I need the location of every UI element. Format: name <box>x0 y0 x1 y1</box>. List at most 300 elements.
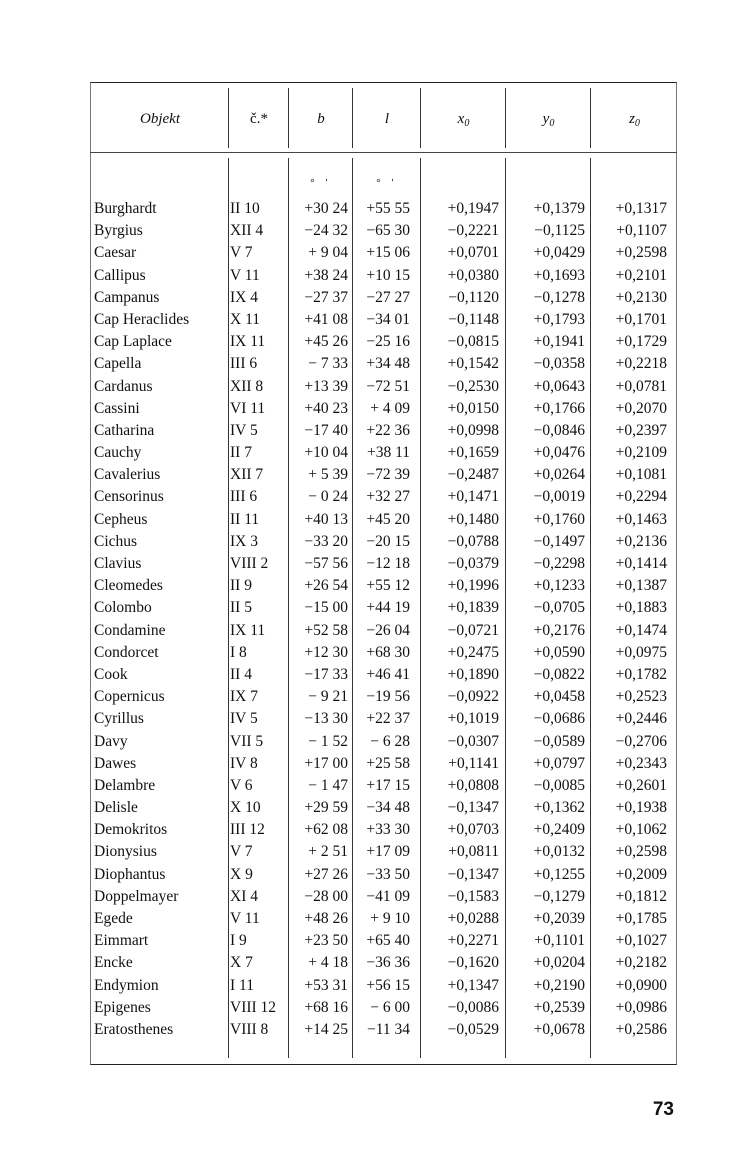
cell-l: +44 19 <box>366 599 410 617</box>
cell-object: Diophantus <box>94 865 166 883</box>
cell-l: +15 06 <box>366 244 410 262</box>
cell-object: Eratosthenes <box>94 1020 174 1038</box>
cell-x0: −0,2221 <box>447 222 499 240</box>
cell-y0: −0,1278 <box>533 288 585 306</box>
cell-object: Davy <box>94 732 128 750</box>
cell-x0: +0,2271 <box>447 932 499 950</box>
table-row <box>90 864 677 886</box>
cell-b: + 9 04 <box>308 244 348 262</box>
cell-number: XII 8 <box>230 377 264 395</box>
cell-l: −25 16 <box>366 333 410 351</box>
cell-object: Eimmart <box>94 932 149 950</box>
cell-number: II 4 <box>230 665 252 683</box>
cell-l: +32 27 <box>366 488 410 506</box>
cell-z0: +0,1317 <box>615 200 667 217</box>
table-row <box>90 376 677 398</box>
cell-z0: +0,2601 <box>615 776 667 794</box>
cell-number: IX 11 <box>230 333 266 351</box>
cell-b: −24 32 <box>304 222 348 240</box>
cell-number: III 6 <box>230 488 258 506</box>
table-row <box>90 198 677 220</box>
cell-z0: +0,1027 <box>615 932 667 950</box>
table-row <box>90 620 677 642</box>
cell-x0: −0,0529 <box>447 1020 499 1038</box>
cell-object: Condamine <box>94 621 166 639</box>
cell-number: V 11 <box>230 910 260 927</box>
table-row <box>90 509 677 531</box>
cell-object: Cassini <box>94 399 140 417</box>
table-row <box>90 242 677 264</box>
table-row <box>90 287 677 309</box>
cell-z0: +0,1414 <box>615 555 667 572</box>
cell-x0: +0,1542 <box>447 355 499 373</box>
table-row <box>90 220 677 242</box>
cell-y0: −0,0358 <box>533 355 585 373</box>
cell-y0: +0,0204 <box>533 954 585 972</box>
cell-object: Cyrillus <box>94 710 144 728</box>
cell-l: −20 15 <box>366 532 410 550</box>
cell-z0: +0,0975 <box>615 643 667 661</box>
cell-object: Doppelmayer <box>94 887 179 905</box>
cell-z0: +0,1081 <box>615 466 667 484</box>
header-rule <box>228 88 229 148</box>
cell-object: Cardanus <box>94 377 153 395</box>
cell-x0: −0,1148 <box>448 310 499 328</box>
cell-b: −57 56 <box>304 555 348 572</box>
cell-l: −41 09 <box>366 887 410 905</box>
cell-number: II 10 <box>230 200 260 217</box>
header-number: č.* <box>250 111 268 127</box>
cell-y0: +0,0643 <box>533 377 585 395</box>
cell-b: +13 39 <box>304 377 348 395</box>
cell-l: +55 12 <box>366 577 410 595</box>
cell-l: −34 48 <box>366 799 410 817</box>
cell-x0: +0,0811 <box>448 843 499 861</box>
cell-y0: +0,2039 <box>533 910 585 927</box>
cell-l: +34 48 <box>366 355 410 373</box>
header-y0 <box>507 106 590 132</box>
cell-x0: +0,0380 <box>447 266 499 284</box>
cell-object: Capella <box>94 355 142 373</box>
units-l: ° ′ <box>376 177 398 189</box>
cell-z0: +0,1938 <box>615 799 667 817</box>
cell-y0: −0,0019 <box>533 488 585 506</box>
header-rule <box>352 88 353 148</box>
cell-b: +62 08 <box>304 821 348 839</box>
cell-b: − 9 21 <box>308 688 348 706</box>
cell-object: Campanus <box>94 288 160 306</box>
cell-x0: +0,1890 <box>447 665 499 683</box>
header-rule <box>288 88 289 148</box>
cell-b: − 7 33 <box>308 355 348 373</box>
cell-l: + 4 09 <box>370 399 410 417</box>
table-row <box>90 886 677 908</box>
cell-y0: +0,1941 <box>533 333 585 351</box>
cell-y0: −0,0589 <box>533 732 585 750</box>
cell-b: −17 40 <box>304 421 348 439</box>
cell-l: −72 51 <box>366 377 410 395</box>
cell-y0: +0,0590 <box>533 643 585 661</box>
table-row <box>90 442 677 464</box>
cell-z0: +0,2598 <box>615 843 667 861</box>
cell-object: Cauchy <box>94 444 142 462</box>
cell-z0: +0,0781 <box>615 377 667 395</box>
cell-b: +27 26 <box>304 865 348 883</box>
header-z0 <box>592 106 677 132</box>
cell-b: −27 37 <box>304 288 348 306</box>
table-row <box>90 353 677 375</box>
cell-z0: +0,2523 <box>615 688 667 706</box>
table-row <box>90 331 677 353</box>
table-row <box>90 952 677 974</box>
cell-z0: +0,1812 <box>615 887 667 905</box>
cell-number: II 5 <box>230 599 252 617</box>
cell-b: +17 00 <box>304 754 348 772</box>
cell-number: IX 11 <box>230 621 266 639</box>
cell-z0: +0,0900 <box>615 976 667 994</box>
cell-b: +26 54 <box>304 577 348 595</box>
header-y0-var: y <box>542 111 550 127</box>
cell-number: VIII 8 <box>230 1020 269 1038</box>
header-rule <box>590 88 591 148</box>
cell-z0: +0,2294 <box>615 488 667 506</box>
cell-l: +45 20 <box>366 510 410 528</box>
cell-number: XI 4 <box>230 887 258 905</box>
table-row <box>90 464 677 486</box>
cell-b: +52 58 <box>304 621 348 639</box>
table-row <box>90 531 677 553</box>
cell-b: +41 08 <box>304 310 348 328</box>
cell-number: IV 8 <box>230 754 258 772</box>
cell-y0: −0,1279 <box>533 887 585 905</box>
table-row <box>90 797 677 819</box>
table-row <box>90 1019 677 1041</box>
cell-l: +55 55 <box>366 200 410 217</box>
cell-b: +29 59 <box>304 799 348 817</box>
header-x0-sub: 0 <box>464 118 470 129</box>
cell-object: Cavalerius <box>94 466 161 484</box>
cell-l: −33 50 <box>366 865 410 883</box>
cell-y0: +0,1255 <box>533 865 585 883</box>
cell-number: III 12 <box>230 821 265 839</box>
cell-l: +65 40 <box>366 932 410 950</box>
table-row <box>90 997 677 1019</box>
cell-z0: +0,1463 <box>615 510 667 528</box>
cell-number: IV 5 <box>230 710 258 728</box>
cell-x0: −0,0788 <box>447 532 499 550</box>
cell-z0: +0,1883 <box>615 599 667 617</box>
cell-y0: +0,2176 <box>533 621 585 639</box>
cell-y0: −0,0686 <box>533 710 585 728</box>
cell-y0: +0,0476 <box>533 444 585 462</box>
cell-object: Delambre <box>94 776 156 794</box>
cell-x0: +0,1947 <box>447 200 499 217</box>
cell-object: Encke <box>94 954 133 972</box>
cell-x0: −0,1120 <box>448 288 499 306</box>
cell-x0: −0,2530 <box>447 377 499 395</box>
cell-b: +45 26 <box>304 333 348 351</box>
cell-x0: +0,0998 <box>447 421 499 439</box>
cell-object: Caesar <box>94 244 137 262</box>
header-rule <box>420 88 421 148</box>
cell-number: I 8 <box>230 643 247 661</box>
cell-number: VI 11 <box>230 399 266 417</box>
table-row <box>90 775 677 797</box>
cell-x0: −0,0307 <box>447 732 499 750</box>
header-z0-var: z <box>629 111 635 127</box>
cell-l: −26 04 <box>366 621 410 639</box>
cell-l: − 6 00 <box>370 998 410 1016</box>
table-row <box>90 597 677 619</box>
table-row <box>90 575 677 597</box>
cell-b: − 0 24 <box>308 488 348 506</box>
cell-l: −11 34 <box>366 1020 410 1038</box>
table-row <box>90 642 677 664</box>
cell-number: X 10 <box>230 799 261 817</box>
cell-x0: +0,1839 <box>447 599 499 617</box>
cell-x0: −0,0086 <box>447 998 499 1016</box>
cell-y0: −0,2298 <box>533 555 585 572</box>
cell-l: +22 36 <box>366 421 410 439</box>
cell-b: − 1 52 <box>308 732 348 750</box>
cell-number: II 7 <box>230 444 252 462</box>
cell-b: −15 00 <box>304 599 348 617</box>
cell-number: V 6 <box>230 776 253 794</box>
cell-z0: +0,1387 <box>615 577 667 595</box>
table-row <box>90 309 677 331</box>
cell-b: +40 23 <box>304 399 348 417</box>
cell-x0: −0,0815 <box>447 333 499 351</box>
cell-z0: +0,2009 <box>615 865 667 883</box>
cell-z0: +0,2136 <box>615 532 667 550</box>
cell-object: Catharina <box>94 421 155 439</box>
cell-object: Egede <box>94 910 133 927</box>
cell-number: VII 5 <box>230 732 264 750</box>
cell-z0: +0,2130 <box>615 288 667 306</box>
cell-object: Cap Laplace <box>94 333 172 351</box>
cell-number: XII 4 <box>230 222 264 240</box>
cell-object: Clavius <box>94 555 142 572</box>
cell-y0: +0,2190 <box>533 976 585 994</box>
cell-b: +30 24 <box>304 200 348 217</box>
cell-y0: −0,1125 <box>534 222 585 240</box>
cell-l: +46 41 <box>366 665 410 683</box>
cell-z0: +0,2598 <box>615 244 667 262</box>
cell-x0: +0,2475 <box>447 643 499 661</box>
header-x0 <box>422 106 505 132</box>
table-row <box>90 753 677 775</box>
cell-z0: +0,1782 <box>615 665 667 683</box>
cell-b: +68 16 <box>304 998 348 1016</box>
units-b: ° ′ <box>310 177 332 189</box>
cell-y0: +0,1766 <box>533 399 585 417</box>
cell-y0: +0,0678 <box>533 1020 585 1038</box>
header-object: Objekt <box>140 111 180 127</box>
cell-z0: +0,2070 <box>615 399 667 417</box>
cell-x0: −0,1583 <box>447 887 499 905</box>
cell-object: Epigenes <box>94 998 151 1016</box>
cell-z0: −0,2706 <box>615 732 667 750</box>
cell-z0: +0,1729 <box>615 333 667 351</box>
cell-b: −33 20 <box>304 532 348 550</box>
cell-z0: +0,0986 <box>615 998 667 1016</box>
cell-number: II 11 <box>230 510 260 528</box>
cell-object: Endymion <box>94 976 159 994</box>
cell-l: −12 18 <box>366 555 410 572</box>
cell-b: −28 00 <box>304 887 348 905</box>
cell-object: Callipus <box>94 266 146 284</box>
cell-y0: +0,0797 <box>533 754 585 772</box>
cell-b: −13 30 <box>304 710 348 728</box>
table-row <box>90 686 677 708</box>
cell-object: Delisle <box>94 799 138 817</box>
cell-x0: −0,0922 <box>447 688 499 706</box>
cell-z0: +0,2182 <box>615 954 667 972</box>
cell-x0: +0,1141 <box>448 754 499 772</box>
cell-b: +53 31 <box>304 976 348 994</box>
cell-number: V 7 <box>230 244 253 262</box>
cell-b: + 5 39 <box>308 466 348 484</box>
cell-b: +10 04 <box>304 444 348 462</box>
cell-x0: +0,1480 <box>447 510 499 528</box>
cell-l: −36 36 <box>366 954 410 972</box>
cell-l: +10 15 <box>366 266 410 284</box>
cell-y0: +0,0429 <box>533 244 585 262</box>
cell-object: Dawes <box>94 754 137 772</box>
cell-z0: +0,2586 <box>615 1020 667 1038</box>
cell-b: − 1 47 <box>308 776 348 794</box>
cell-number: III 6 <box>230 355 258 373</box>
cell-object: Cepheus <box>94 510 148 528</box>
cell-x0: +0,1347 <box>447 976 499 994</box>
cell-y0: +0,1362 <box>533 799 585 817</box>
cell-x0: −0,1620 <box>447 954 499 972</box>
cell-z0: +0,1107 <box>616 222 667 240</box>
cell-l: +38 11 <box>366 444 410 462</box>
cell-l: +17 15 <box>366 776 410 794</box>
cell-object: Cleomedes <box>94 577 163 595</box>
cell-number: X 11 <box>230 310 260 328</box>
table-row <box>90 908 677 930</box>
header-rule <box>505 88 506 148</box>
header-separator <box>90 152 677 153</box>
cell-b: −17 33 <box>304 665 348 683</box>
cell-b: + 4 18 <box>308 954 348 972</box>
table-row <box>90 420 677 442</box>
cell-y0: +0,2539 <box>533 998 585 1016</box>
cell-y0: +0,1101 <box>534 932 585 950</box>
cell-x0: −0,0721 <box>447 621 499 639</box>
cell-object: Dionysius <box>94 843 157 861</box>
cell-l: + 9 10 <box>370 910 410 927</box>
cell-l: −34 01 <box>366 310 410 328</box>
table-row <box>90 708 677 730</box>
header-z0-sub: 0 <box>634 118 640 129</box>
table-row <box>90 930 677 952</box>
cell-y0: +0,1760 <box>533 510 585 528</box>
cell-l: −19 56 <box>366 688 410 706</box>
cell-x0: +0,0808 <box>447 776 499 794</box>
cell-z0: +0,2343 <box>615 754 667 772</box>
table-row <box>90 664 677 686</box>
cell-x0: −0,2487 <box>447 466 499 484</box>
cell-object: Colombo <box>94 599 152 617</box>
cell-number: II 9 <box>230 577 252 595</box>
cell-object: Censorinus <box>94 488 164 506</box>
cell-number: IX 7 <box>230 688 258 706</box>
cell-l: +68 30 <box>366 643 410 661</box>
cell-z0: +0,2101 <box>615 266 667 284</box>
page-number: 73 <box>652 1099 674 1120</box>
cell-number: I 11 <box>230 976 254 994</box>
cell-z0: +0,2446 <box>615 710 667 728</box>
cell-b: +23 50 <box>304 932 348 950</box>
cell-number: I 9 <box>230 932 247 950</box>
cell-x0: −0,1347 <box>447 865 499 883</box>
cell-b: +38 24 <box>304 266 348 284</box>
cell-l: +56 15 <box>366 976 410 994</box>
table-row <box>90 841 677 863</box>
cell-z0: +0,2397 <box>615 421 667 439</box>
table-body <box>90 198 677 1041</box>
table-row <box>90 553 677 575</box>
cell-object: Copernicus <box>94 688 165 706</box>
cell-z0: +0,2218 <box>615 355 667 373</box>
table-row <box>90 398 677 420</box>
table-row <box>90 265 677 287</box>
cell-object: Byrgius <box>94 222 143 240</box>
cell-x0: +0,0701 <box>447 244 499 262</box>
cell-number: IX 3 <box>230 532 258 550</box>
table-row <box>90 486 677 508</box>
cell-l: +22 37 <box>366 710 410 728</box>
cell-x0: +0,0703 <box>447 821 499 839</box>
cell-y0: −0,0822 <box>533 665 585 683</box>
cell-x0: +0,1659 <box>447 444 499 462</box>
cell-y0: +0,0132 <box>533 843 585 861</box>
cell-z0: +0,1062 <box>615 821 667 839</box>
cell-y0: −0,1497 <box>533 532 585 550</box>
cell-number: X 9 <box>230 865 253 883</box>
cell-x0: +0,0288 <box>447 910 499 927</box>
cell-z0: +0,2109 <box>615 444 667 462</box>
cell-l: −27 27 <box>366 288 410 306</box>
cell-y0: +0,0458 <box>533 688 585 706</box>
cell-z0: +0,1701 <box>615 310 667 328</box>
cell-l: −72 39 <box>366 466 410 484</box>
header-l: l <box>384 111 390 127</box>
cell-l: +33 30 <box>366 821 410 839</box>
cell-number: V 7 <box>230 843 253 861</box>
cell-number: XII 7 <box>230 466 264 484</box>
cell-number: X 7 <box>230 954 253 972</box>
cell-x0: +0,1471 <box>447 488 499 506</box>
cell-x0: +0,1019 <box>447 710 499 728</box>
table-row <box>90 975 677 997</box>
cell-l: +17 09 <box>366 843 410 861</box>
cell-number: VIII 12 <box>230 998 277 1016</box>
cell-number: V 11 <box>230 266 260 284</box>
cell-object: Condorcet <box>94 643 159 661</box>
cell-b: +14 25 <box>304 1020 348 1038</box>
cell-y0: +0,1379 <box>533 200 585 217</box>
cell-x0: +0,0150 <box>447 399 499 417</box>
cell-y0: +0,1693 <box>533 266 585 284</box>
header-y0-sub: 0 <box>549 118 555 129</box>
cell-object: Demokritos <box>94 821 168 839</box>
header-x0-var: x <box>457 111 465 127</box>
cell-object: Cichus <box>94 532 138 550</box>
